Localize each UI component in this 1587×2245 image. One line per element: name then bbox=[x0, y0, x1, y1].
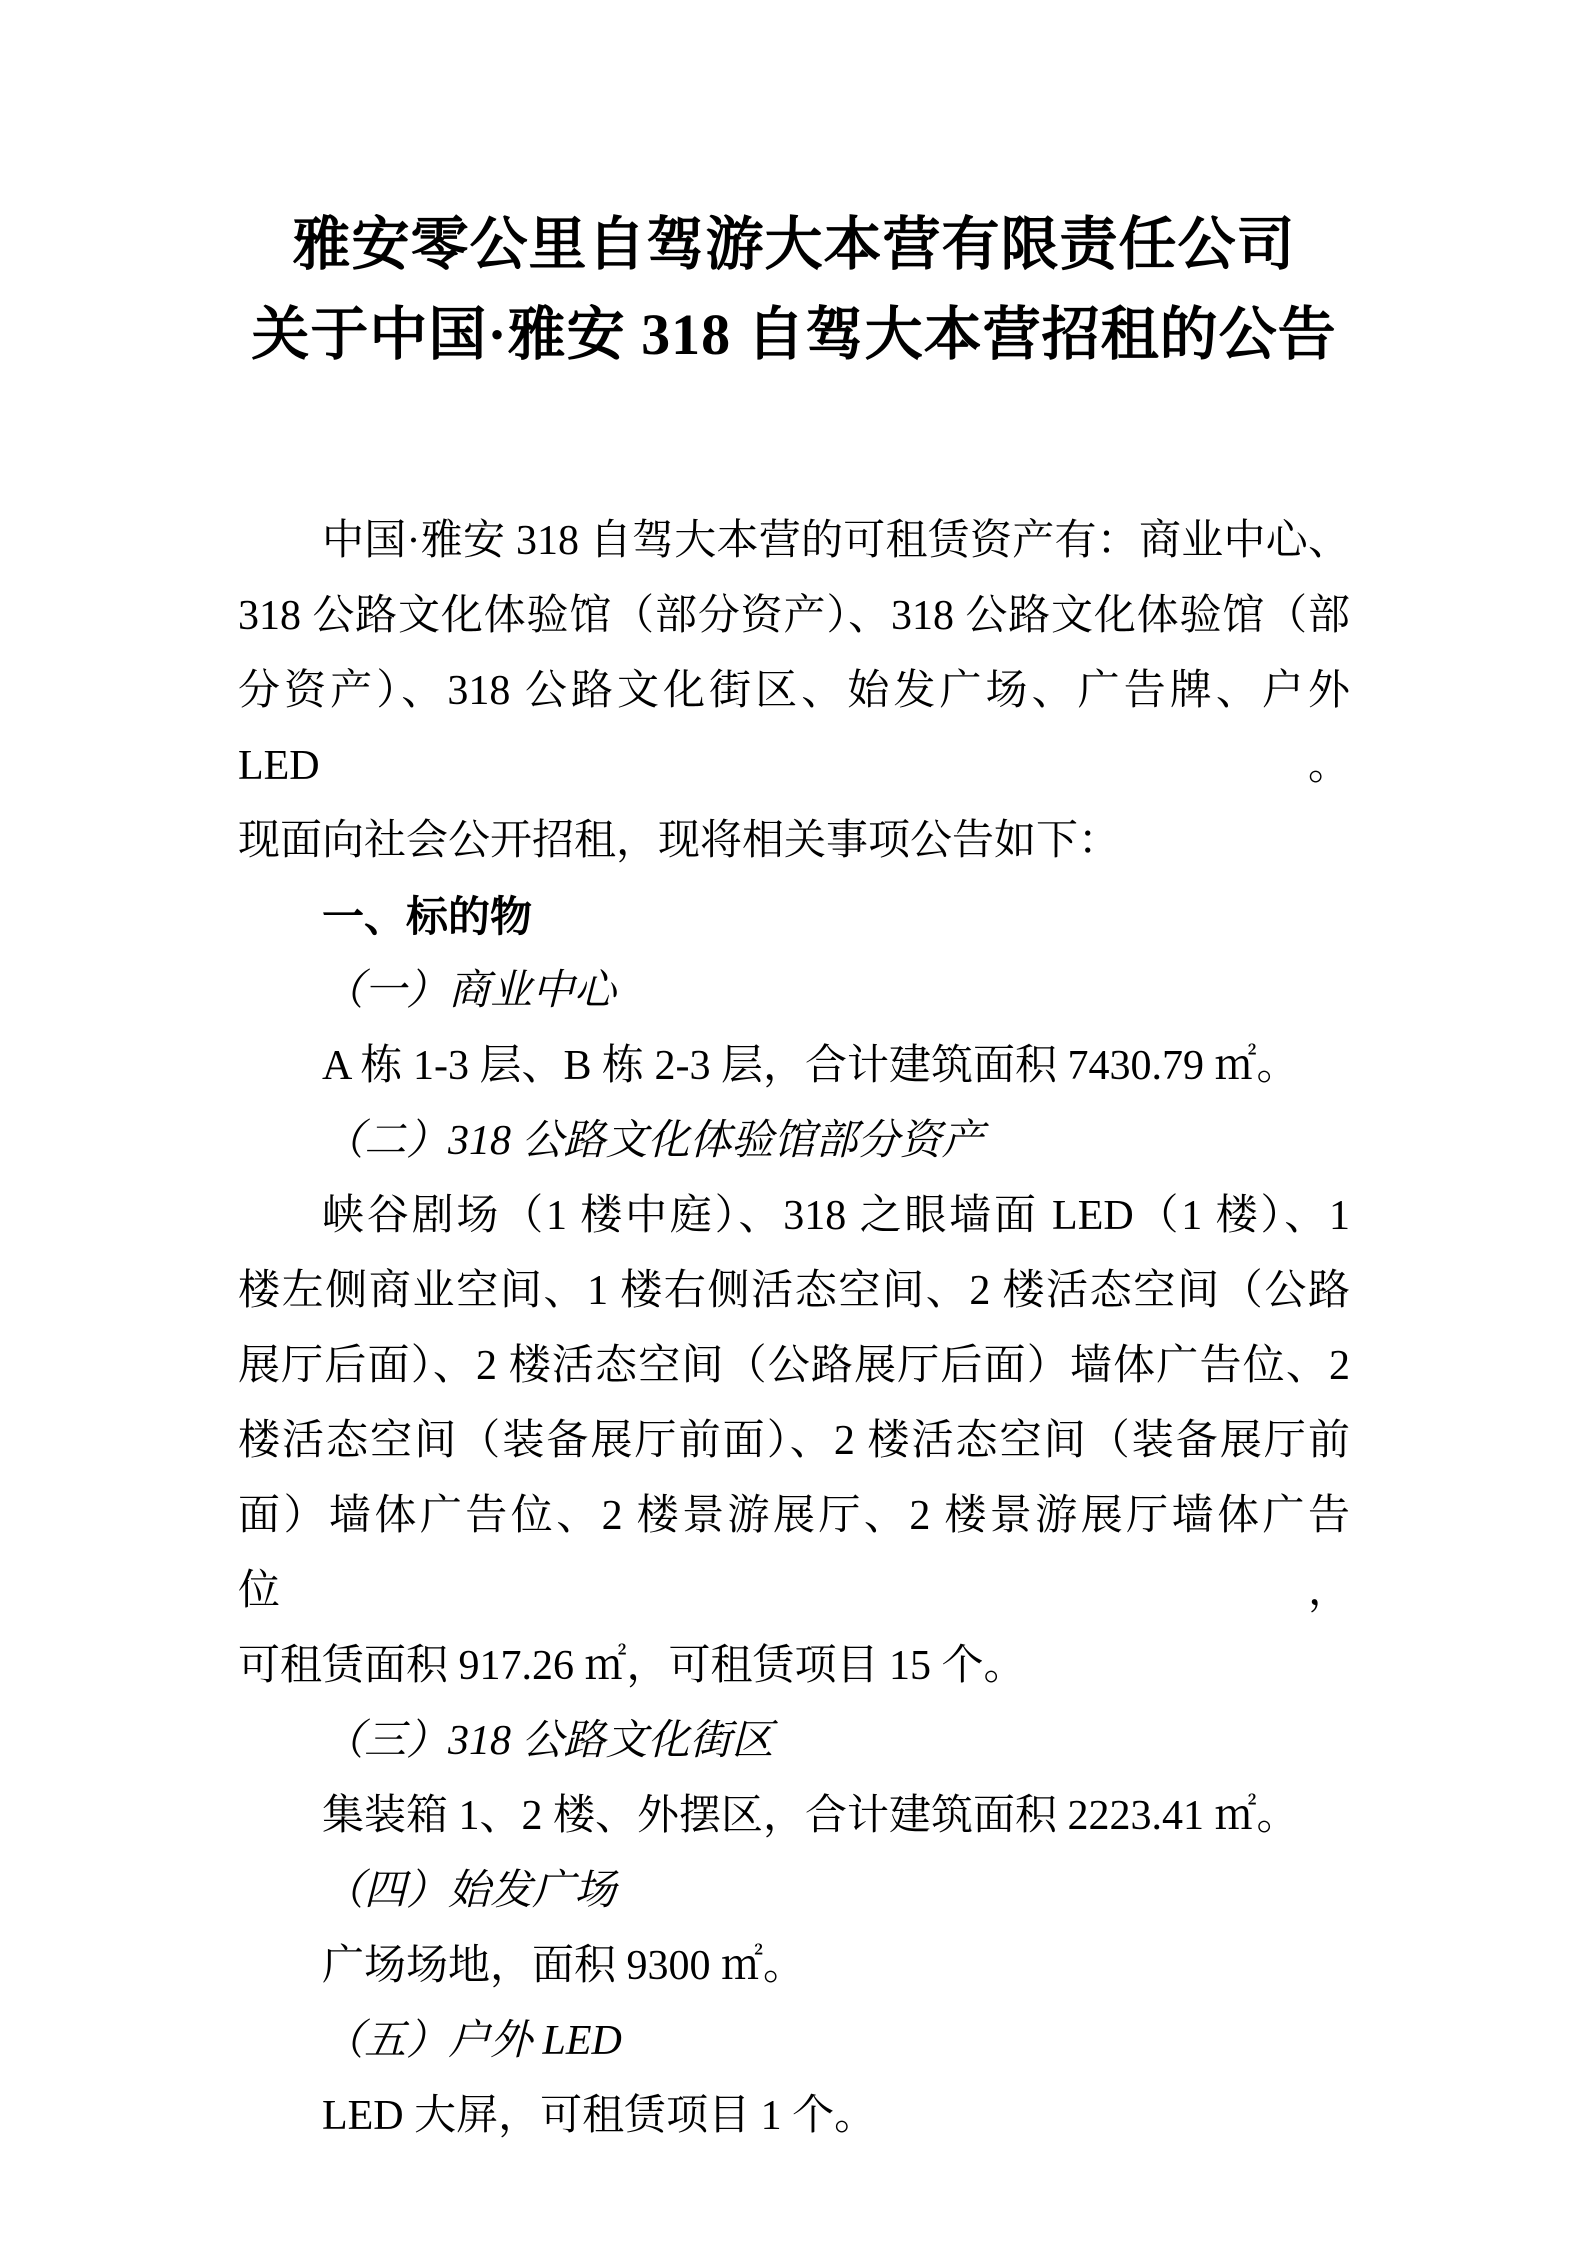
subsection-2-body: 峡谷剧场（1 楼中庭）、318 之眼墙面 LED（1 楼）、1 bbox=[322, 1193, 1350, 1239]
subsection-1-body: A 栋 1-3 层、B 栋 2-3 层，合计建筑面积 7430.79 ㎡。 bbox=[322, 1043, 1299, 1089]
subsection-3-heading: （三）318 公路文化街区 bbox=[322, 1718, 774, 1764]
title-line-1: 雅安零公里自驾游大本营有限责任公司 bbox=[292, 212, 1296, 277]
subsection-4-heading: （四）始发广场 bbox=[322, 1868, 617, 1914]
intro-line: 中国·雅安 318 自驾大本营的可租赁资产有：商业中心、 bbox=[322, 518, 1350, 564]
section-1-heading: 一、标的物 bbox=[322, 893, 533, 940]
subsection-5-body: LED 大屏，可租赁项目 1 个。 bbox=[322, 2093, 877, 2139]
subsection-2-body: 展厅后面）、2 楼活态空间（公路展厅后面）墙体广告位、2 bbox=[238, 1343, 1350, 1389]
subsection-2-body: 可租赁面积 917.26 ㎡，可租赁项目 15 个。 bbox=[238, 1643, 1026, 1689]
subsection-2-heading: （二）318 公路文化体验馆部分资产 bbox=[322, 1118, 984, 1164]
subsection-3-body: 集装箱 1、2 楼、外摆区，合计建筑面积 2223.41 ㎡。 bbox=[322, 1793, 1299, 1839]
subsection-2-body: 面）墙体广告位、2 楼景游展厅、2 楼景游展厅墙体广告位， bbox=[238, 1493, 1350, 1614]
subsection-2-body: 楼左侧商业空间、1 楼右侧活态空间、2 楼活态空间（公路 bbox=[238, 1268, 1350, 1314]
subsection-4-body: 广场场地，面积 9300 ㎡。 bbox=[322, 1943, 806, 1989]
subsection-2-body: 楼活态空间（装备展厅前面）、2 楼活态空间（装备展厅前 bbox=[238, 1418, 1350, 1464]
title-line-2: 关于中国·雅安 318 自驾大本营招租的公告 bbox=[251, 302, 1337, 367]
intro-line: 318 公路文化体验馆（部分资产）、318 公路文化体验馆（部 bbox=[238, 593, 1350, 639]
subsection-5-heading: （五）户外 LED bbox=[322, 2018, 622, 2064]
document-body bbox=[238, 504, 1350, 2154]
document-title bbox=[238, 200, 1350, 380]
intro-line: 现面向社会公开招租，现将相关事项公告如下： bbox=[238, 818, 1121, 864]
subsection-1-heading: （一）商业中心 bbox=[322, 968, 617, 1014]
intro-line: 分资产）、318 公路文化街区、始发广场、广告牌、户外 LED。 bbox=[238, 668, 1350, 789]
